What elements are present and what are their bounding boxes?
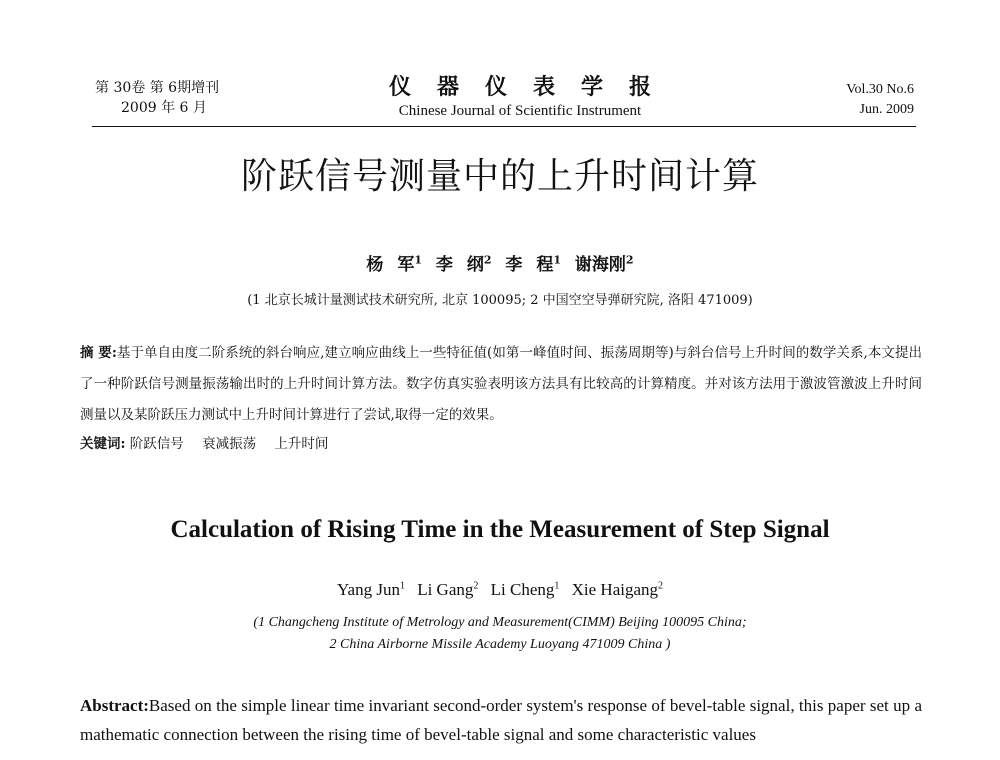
keyword: 阶跃信号 <box>129 436 184 452</box>
abstract-en-text: Based on the simple linear time invariant second-order system's response of bevel-table signal, this paper set up a mathematic connection between the rising time of bevel-table signal and some characteristic values <box>80 696 922 744</box>
header-volume-en: Vol.30 No.6 <box>846 82 914 97</box>
journal-name-en: Chinese Journal of Scientific Instrument <box>398 103 642 119</box>
header-date-cn: 2009 年 6 月 <box>121 100 207 116</box>
author-cn: 李 程$^1$ <box>505 253 561 275</box>
header-date-en: Jun. 2009 <box>859 102 914 117</box>
keywords-cn <box>80 432 342 452</box>
author-cn: 杨 军$^1$ <box>366 253 422 275</box>
paper-title-cn: 阶跃信号测量中的上升时间计算 <box>240 156 759 197</box>
affiliation-cn: (1 北京长城计量测试技术研究所, 北京 100095; 2 中国空空导弹研究院, 洛阳 471009) <box>247 293 753 308</box>
author-en: Li Cheng$^1$ <box>490 580 560 599</box>
author-en: Xie Haigang$^2$ <box>571 580 664 599</box>
abstract-en-label: Abstract: <box>80 696 149 715</box>
affiliation-en-line: (1 Changcheng Institute of Metrology and Measurement(CIMM) Beijing 100095 China; <box>253 615 747 630</box>
journal-name-cn: 仪器仪表学报 <box>388 74 677 100</box>
abstract-cn-text: 基于单自由度二阶系统的斜台响应,建立响应曲线上一些特征值(如第一峰值时间、振荡周期等)与斜台信号上升时间的数学关系,本文提出了一种阶跃信号测量振荡输出时的上升时间计算方法。数字仿真实验表明该方法具有比较高的计算精度。并对该方法用于激波管激波上升时间测量以及某阶跃压力测试中上升时间计算进行了尝试,取得一定的效果。 <box>80 345 922 423</box>
keywords-cn-label: 关键词: <box>80 436 126 452</box>
header-volume-info-en <box>846 80 914 120</box>
header-issue-info <box>95 78 219 118</box>
abstract-en <box>80 691 922 749</box>
author-en: Yang Jun$^1$ <box>336 580 405 599</box>
author-list-cn <box>0 250 1000 275</box>
abstract-cn <box>80 338 922 431</box>
keyword: 上升时间 <box>274 436 329 452</box>
paper-title-en: Calculation of Rising Time in the Measurement of Step Signal <box>170 516 830 543</box>
header-volume-issue: 第 30卷 第 6期增刊 <box>95 80 220 96</box>
author-cn: 李 纲$^2$ <box>435 253 492 275</box>
keyword: 衰减振荡 <box>202 436 257 452</box>
author-en: Li Gang$^2$ <box>417 580 479 599</box>
abstract-cn-label: 摘 要: <box>80 345 117 361</box>
header-divider <box>92 126 916 127</box>
journal-masthead <box>330 70 710 120</box>
affiliation-en <box>0 612 1000 656</box>
author-list-en <box>0 580 1000 600</box>
affiliation-en-line: 2 China Airborne Missile Academy Luoyang 471009 China ) <box>329 637 671 652</box>
author-cn: 谢海刚$^2$ <box>574 253 634 275</box>
